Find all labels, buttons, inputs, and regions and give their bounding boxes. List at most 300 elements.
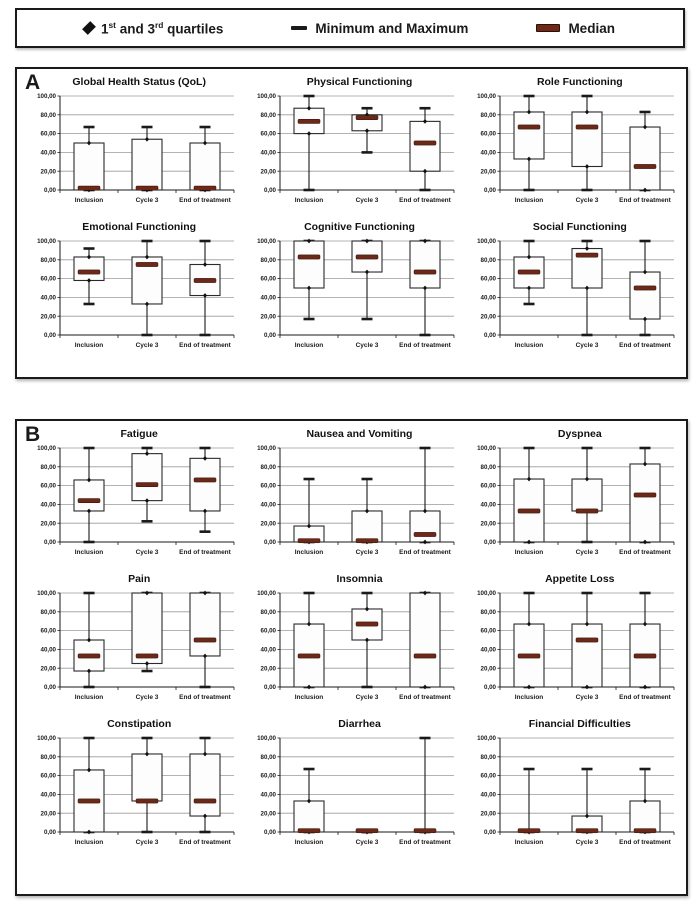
median-line — [78, 799, 100, 803]
category-label: End of treatment — [619, 549, 672, 556]
box-group-end-of-treatment — [410, 737, 440, 835]
max-cap — [640, 592, 651, 595]
y-tick-label: 100,00 — [36, 93, 56, 101]
min-cap — [303, 189, 314, 192]
y-tick-label: 60,00 — [480, 772, 497, 780]
y-tick-label: 0,00 — [263, 539, 276, 547]
boxplot-social-functioning — [462, 220, 682, 363]
median-line — [576, 509, 598, 513]
category-label: Inclusion — [515, 839, 544, 846]
box-group-inclusion — [74, 737, 104, 835]
y-tick-label: 20,00 — [260, 168, 276, 176]
box-group-inclusion — [294, 478, 324, 545]
y-tick-label: 80,00 — [260, 111, 276, 119]
chart-title: Global Health Status (QoL) — [72, 76, 206, 88]
category-label: End of treatment — [178, 342, 231, 349]
category-label: Inclusion — [515, 549, 544, 556]
y-tick-label: 100,00 — [36, 735, 56, 743]
max-cap — [303, 592, 314, 595]
y-tick-label: 100,00 — [257, 590, 276, 598]
panel-b — [15, 419, 688, 896]
y-tick-label: 80,00 — [260, 256, 276, 264]
y-tick-label: 80,00 — [260, 463, 276, 471]
y-tick-label: 100,00 — [477, 735, 497, 743]
max-cap — [640, 447, 651, 450]
chart-title: Constipation — [107, 718, 172, 730]
quartiles-diamond-icon — [82, 21, 96, 35]
category-label: End of treatment — [178, 839, 231, 846]
max-cap — [303, 768, 314, 771]
chart-canvas-fatigue — [22, 442, 241, 570]
box-group-cycle-3 — [352, 478, 382, 545]
median-line — [414, 532, 436, 536]
chart-canvas-emotional-functioning — [22, 235, 241, 363]
min-cap — [582, 189, 593, 192]
legend-item-median — [536, 21, 615, 36]
category-label: End of treatment — [399, 839, 451, 846]
max-cap — [582, 240, 593, 243]
y-tick-label: 100,00 — [36, 445, 56, 453]
median-line — [576, 638, 598, 642]
category-label: End of treatment — [619, 839, 672, 846]
median-line — [518, 125, 540, 129]
category-label: End of treatment — [399, 342, 451, 349]
y-tick-label: 60,00 — [40, 130, 56, 138]
chart-title: Physical Functioning — [306, 76, 413, 88]
y-tick-label: 100,00 — [477, 590, 497, 598]
min-cap — [361, 151, 372, 154]
y-tick-label: 60,00 — [40, 275, 56, 283]
boxplot-constipation — [21, 717, 241, 860]
iqr-box — [190, 458, 220, 511]
y-tick-label: 60,00 — [480, 275, 497, 283]
y-tick-label: 20,00 — [260, 665, 276, 673]
median-dash-icon — [536, 24, 560, 32]
category-label: End of treatment — [619, 694, 672, 701]
y-tick-label: 60,00 — [40, 482, 56, 490]
iqr-box — [410, 511, 440, 542]
boxplot-global-health-status-qol — [21, 75, 241, 218]
chart-title: Cognitive Functioning — [304, 221, 415, 233]
box-group-inclusion — [514, 447, 544, 545]
median-line — [78, 186, 100, 190]
iqr-box — [294, 241, 324, 288]
y-tick-label: 0,00 — [484, 539, 497, 547]
iqr-box — [514, 112, 544, 159]
y-tick-label: 60,00 — [260, 627, 276, 635]
iqr-box — [132, 454, 162, 501]
min-cap — [141, 670, 152, 673]
y-tick-label: 80,00 — [480, 463, 497, 471]
chart-title: Fatigue — [120, 428, 158, 440]
box-group-inclusion — [74, 126, 104, 193]
max-cap — [582, 447, 593, 450]
y-tick-label: 40,00 — [40, 294, 56, 302]
max-cap — [199, 737, 210, 740]
legend-label-minmax: Minimum and Maximum — [315, 20, 469, 36]
y-tick-label: 40,00 — [40, 501, 56, 509]
boxplot-diarrhea — [241, 717, 461, 860]
min-cap — [199, 686, 210, 689]
max-cap — [524, 240, 535, 243]
iqr-box — [74, 257, 104, 281]
min-cap — [582, 541, 593, 544]
box-group-end-of-treatment — [410, 107, 440, 191]
min-cap — [83, 541, 94, 544]
chart-canvas-social-functioning — [462, 235, 681, 363]
chart-title: Emotional Functioning — [82, 221, 197, 233]
min-cap — [141, 334, 152, 337]
y-tick-label: 80,00 — [40, 463, 56, 471]
max-cap — [524, 592, 535, 595]
chart-title: Insomnia — [336, 573, 383, 585]
max-cap — [419, 737, 430, 740]
y-tick-label: 80,00 — [260, 753, 276, 761]
y-tick-label: 0,00 — [43, 539, 56, 547]
box-group-inclusion — [74, 592, 104, 689]
median-line — [78, 499, 100, 503]
median-line — [194, 186, 216, 190]
chart-title: Pain — [128, 573, 151, 585]
y-tick-label: 100,00 — [477, 93, 497, 101]
category-label: End of treatment — [399, 694, 451, 701]
iqr-box — [74, 143, 104, 190]
y-tick-label: 20,00 — [480, 665, 497, 673]
y-tick-label: 80,00 — [40, 111, 56, 119]
chart-canvas-global-health-status-qol — [22, 90, 241, 218]
y-tick-label: 100,00 — [36, 238, 56, 246]
box-group-inclusion — [514, 592, 544, 690]
category-label: Cycle 3 — [135, 197, 159, 204]
category-label: Inclusion — [74, 342, 103, 349]
category-label: Cycle 3 — [135, 839, 159, 846]
box-group-inclusion — [294, 592, 324, 690]
y-tick-label: 0,00 — [484, 187, 497, 195]
iqr-box — [630, 127, 660, 190]
max-cap — [582, 768, 593, 771]
category-label: Inclusion — [515, 694, 544, 701]
y-tick-label: 0,00 — [263, 829, 276, 837]
boxplot-appetite-loss — [462, 572, 682, 715]
y-tick-label: 40,00 — [480, 646, 497, 654]
box-group-end-of-treatment — [630, 111, 660, 193]
median-line — [518, 509, 540, 513]
box-group-cycle-3 — [572, 592, 602, 690]
median-line — [194, 638, 216, 642]
iqr-box — [572, 112, 602, 167]
min-cap — [141, 520, 152, 523]
y-tick-label: 60,00 — [480, 130, 497, 138]
median-line — [356, 255, 378, 259]
max-cap — [83, 592, 94, 595]
chart-canvas-constipation — [22, 732, 241, 860]
min-cap — [419, 334, 430, 337]
boxplot-emotional-functioning — [21, 220, 241, 363]
category-label: End of treatment — [178, 694, 231, 701]
median-line — [634, 493, 656, 497]
max-cap — [524, 95, 535, 98]
max-cap — [582, 95, 593, 98]
category-label: Inclusion — [74, 694, 103, 701]
box-group-end-of-treatment — [630, 592, 660, 690]
box-group-inclusion — [514, 95, 544, 192]
category-label: Inclusion — [515, 342, 544, 349]
iqr-box — [630, 464, 660, 542]
min-cap — [524, 189, 535, 192]
y-tick-label: 20,00 — [260, 810, 276, 818]
min-cap — [83, 303, 94, 306]
median-line — [136, 799, 158, 803]
panel-b-charts — [21, 427, 682, 860]
median-line — [634, 286, 656, 290]
chart-canvas-cognitive-functioning — [242, 235, 461, 363]
iqr-box — [352, 511, 382, 542]
chart-canvas-diarrhea — [242, 732, 461, 860]
panel-b-label: B — [25, 423, 41, 446]
category-label: Cycle 3 — [135, 694, 159, 701]
boxplot-cognitive-functioning — [241, 220, 461, 363]
median-line — [576, 829, 598, 833]
iqr-box — [410, 593, 440, 687]
category-label: Inclusion — [294, 694, 324, 701]
y-tick-label: 100,00 — [257, 238, 276, 246]
category-label: Inclusion — [294, 197, 324, 204]
max-cap — [303, 95, 314, 98]
y-tick-label: 40,00 — [40, 149, 56, 157]
box-group-inclusion — [294, 95, 324, 192]
iqr-box — [74, 480, 104, 511]
y-tick-label: 40,00 — [260, 294, 276, 302]
box-group-cycle-3 — [572, 95, 602, 192]
chart-canvas-pain — [22, 587, 241, 715]
category-label: Cycle 3 — [355, 549, 379, 556]
min-cap — [83, 686, 94, 689]
boxplot-financial-difficulties — [462, 717, 682, 860]
median-line — [518, 654, 540, 658]
min-cap — [640, 334, 651, 337]
box-group-end-of-treatment — [190, 447, 220, 533]
max-cap — [524, 768, 535, 771]
box-group-cycle-3 — [572, 768, 602, 835]
max-cap — [303, 478, 314, 481]
median-line — [634, 654, 656, 658]
box-group-cycle-3 — [132, 126, 162, 193]
y-tick-label: 0,00 — [263, 332, 276, 340]
minmax-dash-icon — [291, 26, 307, 30]
y-tick-label: 0,00 — [263, 187, 276, 195]
median-line — [576, 253, 598, 257]
y-tick-label: 20,00 — [480, 313, 497, 321]
y-tick-label: 80,00 — [480, 256, 497, 264]
max-cap — [141, 126, 152, 129]
iqr-box — [132, 754, 162, 801]
boxplot-role-functioning — [462, 75, 682, 218]
max-cap — [199, 126, 210, 129]
iqr-box — [132, 139, 162, 190]
boxplot-pain — [21, 572, 241, 715]
median-line — [136, 483, 158, 487]
legend-item-quartiles — [85, 20, 223, 37]
min-cap — [141, 831, 152, 834]
median-line — [136, 186, 158, 190]
y-tick-label: 60,00 — [260, 772, 276, 780]
category-label: Inclusion — [74, 549, 103, 556]
median-line — [356, 116, 378, 120]
y-tick-label: 60,00 — [260, 275, 276, 283]
max-cap — [83, 447, 94, 450]
y-tick-label: 20,00 — [480, 810, 497, 818]
y-tick-label: 100,00 — [257, 93, 276, 101]
category-label: End of treatment — [178, 197, 231, 204]
median-line — [634, 829, 656, 833]
box-group-cycle-3 — [352, 239, 382, 321]
box-group-inclusion — [294, 239, 324, 321]
box-group-end-of-treatment — [190, 240, 220, 337]
box-group-cycle-3 — [132, 737, 162, 834]
category-label: Cycle 3 — [575, 549, 599, 556]
median-line — [298, 654, 320, 658]
iqr-box — [410, 241, 440, 288]
median-line — [576, 125, 598, 129]
category-label: Cycle 3 — [575, 694, 599, 701]
category-label: Cycle 3 — [355, 197, 379, 204]
iqr-box — [572, 479, 602, 511]
min-cap — [419, 189, 430, 192]
median-line — [298, 255, 320, 259]
legend-label-median: Median — [568, 20, 615, 36]
y-tick-label: 40,00 — [260, 501, 276, 509]
category-label: End of treatment — [399, 197, 451, 204]
y-tick-label: 20,00 — [480, 168, 497, 176]
chart-title: Diarrhea — [338, 718, 381, 730]
max-cap — [141, 447, 152, 450]
y-tick-label: 40,00 — [480, 294, 497, 302]
legend-label-quartiles: 1st and 3rd quartiles — [101, 19, 224, 37]
max-cap — [83, 737, 94, 740]
box-group-cycle-3 — [132, 447, 162, 523]
category-label: Cycle 3 — [355, 342, 379, 349]
chart-canvas-insomnia — [242, 587, 461, 715]
min-cap — [199, 831, 210, 834]
chart-title: Dyspnea — [557, 428, 602, 440]
box-group-cycle-3 — [572, 447, 602, 544]
y-tick-label: 100,00 — [477, 445, 497, 453]
max-cap — [83, 247, 94, 250]
box-group-cycle-3 — [352, 107, 382, 154]
y-tick-label: 80,00 — [480, 753, 497, 761]
max-cap — [361, 107, 372, 110]
min-cap — [361, 686, 372, 689]
y-tick-label: 40,00 — [40, 791, 56, 799]
y-tick-label: 0,00 — [263, 684, 276, 692]
category-label: Cycle 3 — [135, 342, 159, 349]
y-tick-label: 40,00 — [260, 149, 276, 157]
category-label: End of treatment — [619, 342, 672, 349]
y-tick-label: 40,00 — [40, 646, 56, 654]
iqr-box — [294, 801, 324, 832]
chart-title: Nausea and Vomiting — [306, 428, 413, 440]
chart-canvas-physical-functioning — [242, 90, 461, 218]
y-tick-label: 20,00 — [40, 810, 56, 818]
min-cap — [524, 303, 535, 306]
median-line — [194, 278, 216, 282]
max-cap — [582, 592, 593, 595]
box-group-end-of-treatment — [630, 447, 660, 545]
y-tick-label: 40,00 — [260, 646, 276, 654]
boxplot-fatigue — [21, 427, 241, 570]
iqr-box — [572, 624, 602, 687]
box-group-end-of-treatment — [190, 737, 220, 834]
y-tick-label: 20,00 — [480, 520, 497, 528]
box-group-end-of-treatment — [630, 768, 660, 835]
iqr-box — [190, 593, 220, 656]
y-tick-label: 0,00 — [43, 332, 56, 340]
box-group-cycle-3 — [132, 240, 162, 337]
y-tick-label: 0,00 — [484, 332, 497, 340]
median-line — [356, 829, 378, 833]
boxplot-insomnia — [241, 572, 461, 715]
y-tick-label: 60,00 — [260, 130, 276, 138]
median-line — [194, 799, 216, 803]
box-group-inclusion — [294, 768, 324, 835]
max-cap — [199, 447, 210, 450]
y-tick-label: 20,00 — [260, 520, 276, 528]
category-label: End of treatment — [619, 197, 672, 204]
chart-canvas-nausea-and-vomiting — [242, 442, 461, 570]
y-tick-label: 0,00 — [484, 829, 497, 837]
category-label: Inclusion — [294, 839, 324, 846]
iqr-box — [132, 593, 162, 664]
median-line — [414, 141, 436, 145]
min-cap — [199, 530, 210, 533]
min-cap — [582, 334, 593, 337]
median-line — [634, 164, 656, 168]
y-tick-label: 20,00 — [40, 665, 56, 673]
y-tick-label: 0,00 — [43, 829, 56, 837]
box-group-end-of-treatment — [190, 126, 220, 193]
max-cap — [419, 447, 430, 450]
category-label: Cycle 3 — [355, 839, 379, 846]
y-tick-label: 40,00 — [480, 149, 497, 157]
median-line — [298, 829, 320, 833]
y-tick-label: 100,00 — [477, 238, 497, 246]
box-group-end-of-treatment — [190, 591, 220, 689]
chart-title: Role Functioning — [536, 76, 623, 88]
iqr-box — [630, 801, 660, 832]
box-group-end-of-treatment — [410, 239, 440, 337]
max-cap — [361, 592, 372, 595]
chart-title: Financial Difficulties — [528, 718, 631, 730]
category-label: End of treatment — [178, 549, 231, 556]
max-cap — [640, 111, 651, 114]
median-line — [414, 270, 436, 274]
y-tick-label: 80,00 — [40, 753, 56, 761]
median-line — [518, 270, 540, 274]
category-label: Inclusion — [74, 839, 103, 846]
boxplot-dyspnea — [462, 427, 682, 570]
category-label: Inclusion — [515, 197, 544, 204]
median-line — [298, 539, 320, 543]
category-label: Inclusion — [294, 342, 324, 349]
box-group-end-of-treatment — [410, 447, 440, 545]
max-cap — [640, 240, 651, 243]
category-label: Inclusion — [74, 197, 103, 204]
box-group-cycle-3 — [572, 240, 602, 337]
box-group-cycle-3 — [352, 592, 382, 689]
y-tick-label: 40,00 — [480, 791, 497, 799]
box-group-cycle-3 — [352, 829, 382, 835]
max-cap — [419, 107, 430, 110]
